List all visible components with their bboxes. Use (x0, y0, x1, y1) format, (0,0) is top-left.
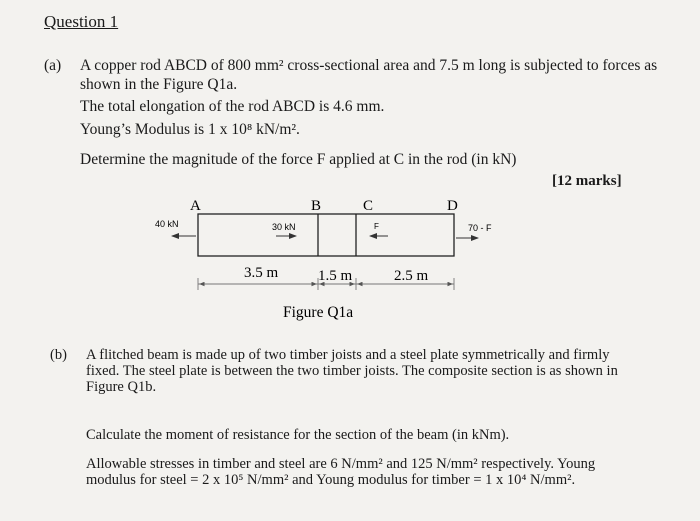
force-b-label: 30 kN (272, 222, 296, 232)
length-bc-label: 1.5 m (318, 268, 353, 284)
part-a-elongation: The total elongation of the rod ABCD is 4.6 mm. (80, 98, 385, 115)
figure-caption: Figure Q1a (283, 304, 354, 321)
part-b-allowable-stresses: Allowable stresses in timber and steel are 6 N/mm² and 125 N/mm² respectively. Young modulus for steel = 2 x 10⁵ N/mm² and Young modulus for timber = 1 x 10⁴ N/mm². (86, 456, 596, 488)
part-a-statement: A copper rod ABCD of 800 mm² cross-sectional area and 7.5 m long is subjected to forces as shown in the Figure Q1a. (80, 57, 658, 93)
length-ab-label: 3.5 m (244, 265, 279, 281)
length-cd-label: 2.5 m (394, 268, 429, 284)
point-d-label: D (447, 198, 458, 214)
rod-body (198, 214, 454, 256)
part-b-label: (b) (50, 347, 67, 363)
part-b-question: Calculate the moment of resistance for the section of the beam (in kNm). (86, 427, 510, 443)
point-a-label: A (190, 198, 201, 214)
force-left-label: 40 kN (155, 219, 179, 229)
part-a-label: (a) (44, 57, 62, 74)
part-a-youngs-modulus: Young’s Modulus is 1 x 10⁸ kN/m². (80, 121, 300, 138)
question-title: Question 1 (44, 12, 119, 31)
part-b-statement: A flitched beam is made up of two timber joists and a steel plate symmetrically and firmly fixed. The steel plate is between the two timber joists. The composite section is as shown in Figure Q1b. (86, 347, 618, 395)
point-b-label: B (311, 198, 322, 214)
force-right-label: 70 - F (468, 223, 492, 233)
part-a-marks: [12 marks] (552, 173, 622, 189)
part-a-question: Determine the magnitude of the force F applied at C in the rod (in kN) (80, 151, 517, 168)
force-c-label: F (374, 222, 379, 231)
point-c-label: C (363, 198, 374, 214)
